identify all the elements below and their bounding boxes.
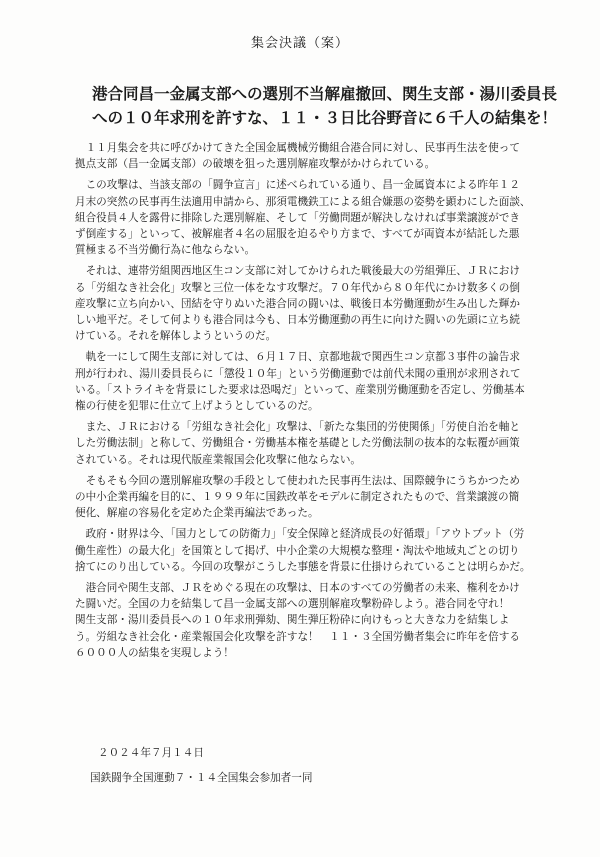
paragraph <box>75 419 555 468</box>
paragraph-line: そもそも今回の選別解雇攻撃の手段として使われた民事再生法は、国際競争にうちかつため <box>75 474 520 487</box>
paragraph-line: 働生産性）の最大化」を国策として掲げ、中小企業の大規模な整理・淘汰や地域丸ごとの切り <box>75 544 520 557</box>
paragraph-line: 捨てにのり出している。今回の攻撃がこうした事態を背景に仕掛けられていることは明らかだ。 <box>75 560 531 573</box>
paragraph-line: 拠点支部（昌一金属支部）の破壊を狙った選別解雇攻撃がかけられている。 <box>75 158 436 171</box>
paragraph-line: されている。それは現代版産業報国会化攻撃に他ならない。 <box>75 453 362 466</box>
headline-line-1: 港合同昌一金属支部への選別不当解雇撤回、関生支部・湯川委員長 <box>92 85 558 103</box>
paragraph-line: しい地平だ。そして何よりも港合同は今も、日本労働運動の再生に向けた闘いの先頭に立ち続 <box>75 314 520 327</box>
paragraph-line: １１月集会を共に呼びかけてきた全国金属機械労働組合港合同に対し、民事再生法を使って <box>75 142 520 154</box>
paragraph-line: の中小企業再編を目的に、１９９９年に国鉄改革をモデルに制定されたもので、営業譲渡の簡 <box>75 491 520 504</box>
paragraph-line: 月末の突然の民事再生法適用申請から、那須電機鉄工による組合嫌悪の姿勢を顕わにした面談、 <box>75 195 531 208</box>
resolution-date: ２０２４年７月１４日 <box>98 747 204 759</box>
paragraph <box>75 263 555 344</box>
paragraph <box>75 526 555 575</box>
headline-line-2: への１０年求刑を許すな、１１・３日比谷野音に６千人の結集を！ <box>92 109 558 127</box>
paragraph-line: また、ＪＲにおける「労組なき社会化」攻撃は、「新たな集団的労使関係」「労使自治を軸と <box>75 421 520 434</box>
paragraph <box>75 580 555 661</box>
paragraph-line: 組合役員４人を露骨に排除した選別解雇、そして「労働問題が解決しなければ事業譲渡ができ <box>75 211 520 224</box>
signatory: 国鉄闘争全国運動７・１４全国集会参加者一同 <box>90 772 313 784</box>
paragraph-line: 港合同や関生支部、ＪＲをめぐる現在の攻撃は、日本のすべての労働者の未来、権利をかけ <box>75 582 520 595</box>
paragraph-line: 刑が行われ、湯川委員長らに「懲役１０年」という労働運動では前代未聞の重刑が求刑されて <box>75 367 521 380</box>
paragraph-line: した労働法制」と称して、労働組合・労働基本権を基礎とした労働法制の抜本的な転覆が画策 <box>75 437 520 450</box>
paragraph-line: う。労組なき社会化・産業報国会化攻撃を許すな！ １１・３全国労働者集会に昨年を倍する <box>75 630 520 643</box>
paragraph-line: 関生支部・湯川委員長への１０年求刑弾劾、関生弾圧粉砕に向けもっと大きな力を結集しよ <box>75 614 510 627</box>
document-body <box>75 140 555 666</box>
paragraph-line: ６０００人の結集を実現しよう！ <box>75 646 234 659</box>
paragraph-line: それは、連帯労組関西地区生コン支部に対してかけられた戦後最大の労組弾圧、ＪＲにおけ <box>75 265 520 278</box>
paragraph-line: 政府・財界は今、「国力としての防衛力」「安全保障と経済成長の好循環」「アウトプット（労 <box>75 528 525 541</box>
paragraph <box>75 473 555 522</box>
document-title: 集会決議（案） <box>250 36 349 51</box>
paragraph-line: 軌を一にして関生支部に対しては、６月１７日、京都地裁で関西生コン京都３事件の論告求 <box>75 351 520 364</box>
paragraph-line: 質極まる不当労働行為に他ならない。 <box>75 244 256 257</box>
paragraph-line: る「労組なき社会化」攻撃と三位一体をなす攻撃だ。７０年代から８０年代にかけ数多くの倒 <box>75 281 520 294</box>
paragraph <box>75 349 555 414</box>
paragraph-line: ず倒産する」といって、被解雇者４名の屈服を迫るやり方まで、すべてが両資本が結託した悪 <box>75 228 520 241</box>
paragraph <box>75 140 555 172</box>
paragraph-line: 便化、解雇の容易化を定めた企業再編法であった。 <box>75 507 319 520</box>
paragraph-line: けている。それを解体しようというのだ。 <box>75 330 277 343</box>
paragraph-line: 権の行使を犯罪に仕立て上げようとしているのだ。 <box>75 400 319 413</box>
paragraph-line: この攻撃は、当該支部の「闘争宣言」に述べられている通り、昌一金属資本による昨年１２ <box>75 179 520 192</box>
paragraph-line: いる。「ストライキを背景にした要求は恐喝だ」といって、産業別労働運動を否定し、労働基本 <box>75 383 525 396</box>
paragraph <box>75 177 555 258</box>
paragraph-line: た闘いだ。全国の力を結集して昌一金属支部への選別解雇攻撃粉砕しよう。港合同を守れ！ <box>75 598 510 611</box>
paragraph-line: 産攻撃に立ち向かい、団結を守りぬいた港合同の闘いは、戦後日本労働運動が生み出した輝か <box>75 297 520 310</box>
